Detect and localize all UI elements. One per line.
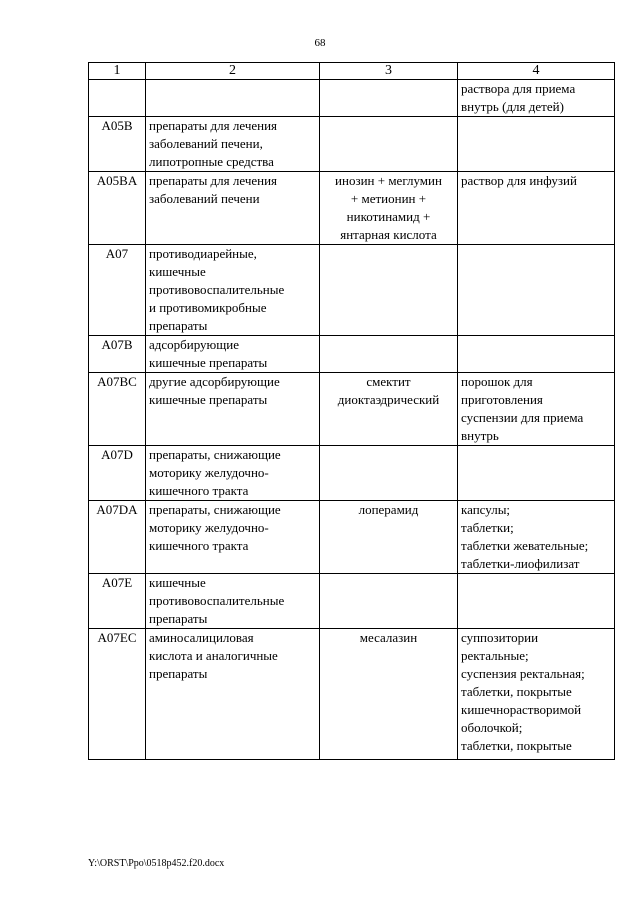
group-name-cell: противодиарейные, кишечные противовоспалительные и противомикробные препараты <box>146 245 320 336</box>
table-row <box>89 574 615 629</box>
group-name-cell: другие адсорбирующие кишечные препараты <box>146 373 320 446</box>
dosage-form-cell: суппозитории ректальные; суспензия ректальная; таблетки, покрытые кишечнорастворимой оболочкой; таблетки, покрытые <box>458 629 615 760</box>
substance-cell <box>320 117 458 172</box>
table-row <box>89 172 615 245</box>
dosage-form-cell <box>458 245 615 336</box>
substance-cell: месалазин <box>320 629 458 760</box>
table-row <box>89 629 615 760</box>
atc-code-cell: A05B <box>89 117 146 172</box>
column-header: 1 <box>89 63 146 80</box>
group-name-cell: кишечные противовоспалительные препараты <box>146 574 320 629</box>
column-header: 4 <box>458 63 615 80</box>
group-name-cell <box>146 80 320 117</box>
dosage-form-cell <box>458 336 615 373</box>
dosage-form-cell: капсулы; таблетки; таблетки жевательные; таблетки-лиофилизат <box>458 501 615 574</box>
dosage-form-cell: раствор для инфузий <box>458 172 615 245</box>
substance-cell: смектит диоктаэдрический <box>320 373 458 446</box>
dosage-form-cell: порошок для приготовления суспензии для приема внутрь <box>458 373 615 446</box>
table-row <box>89 245 615 336</box>
atc-code-cell <box>89 80 146 117</box>
column-header: 3 <box>320 63 458 80</box>
atc-code-cell: A07E <box>89 574 146 629</box>
dosage-form-cell: раствора для приема внутрь (для детей) <box>458 80 615 117</box>
dosage-form-cell <box>458 574 615 629</box>
table-row <box>89 117 615 172</box>
substance-cell: инозин + меглумин + метионин + никотинамид + янтарная кислота <box>320 172 458 245</box>
document-file-path: Y:\ORST\Ppo\0518p452.f20.docx <box>88 858 225 869</box>
substance-cell <box>320 336 458 373</box>
dosage-form-cell <box>458 446 615 501</box>
atc-code-cell: A07B <box>89 336 146 373</box>
group-name-cell: препараты, снижающие моторику желудочно- кишечного тракта <box>146 501 320 574</box>
table-row <box>89 373 615 446</box>
atc-code-cell: A07DA <box>89 501 146 574</box>
column-header: 2 <box>146 63 320 80</box>
group-name-cell: адсорбирующие кишечные препараты <box>146 336 320 373</box>
table-row <box>89 501 615 574</box>
group-name-cell: препараты, снижающие моторику желудочно- кишечного тракта <box>146 446 320 501</box>
dosage-form-cell <box>458 117 615 172</box>
substance-cell <box>320 80 458 117</box>
substance-cell: лоперамид <box>320 501 458 574</box>
substance-cell <box>320 446 458 501</box>
substance-cell <box>320 245 458 336</box>
page-number: 68 <box>314 37 326 49</box>
atc-code-cell: A05BA <box>89 172 146 245</box>
atc-code-cell: A07EC <box>89 629 146 760</box>
table-row <box>89 446 615 501</box>
table-row <box>89 80 615 117</box>
atc-code-cell: A07BC <box>89 373 146 446</box>
table-header-row <box>89 63 615 80</box>
drug-classification-table <box>88 62 615 760</box>
group-name-cell: аминосалициловая кислота и аналогичные препараты <box>146 629 320 760</box>
atc-code-cell: A07 <box>89 245 146 336</box>
substance-cell <box>320 574 458 629</box>
atc-code-cell: A07D <box>89 446 146 501</box>
table-row <box>89 336 615 373</box>
group-name-cell: препараты для лечения заболеваний печени, липотропные средства <box>146 117 320 172</box>
group-name-cell: препараты для лечения заболеваний печени <box>146 172 320 245</box>
